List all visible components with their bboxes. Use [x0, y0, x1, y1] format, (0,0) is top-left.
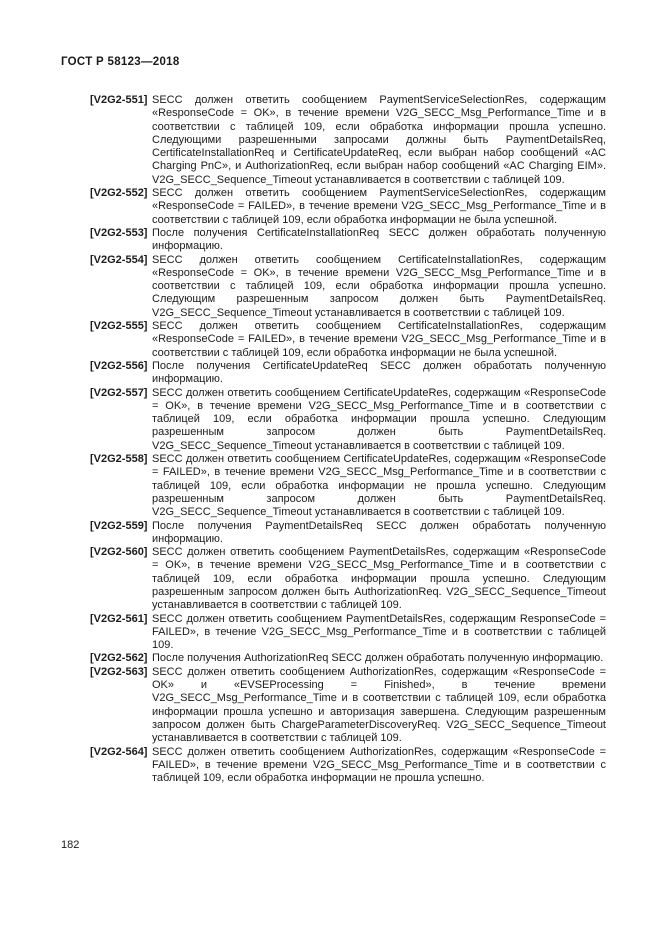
requirement-id: [V2G2-561]: [90, 612, 148, 625]
requirement-item: [90, 254, 606, 320]
requirement-item: [90, 453, 606, 519]
requirement-text: SECC должен ответить сообщением CertificateUpdateRes, содержащим «ResponseCode = FAILED», в течение времени V2G_SECC_Msg_Performance_Time и в соответствии с таблицей 109, если обработка информации не прошла успешно. Следующим разрешенным запросом должен быть PaymentDetailsReq. V2G_SECC_Sequence_Timeout устанавливается в соответствии с таблицей 109.: [152, 453, 606, 519]
requirement-text: SECC должен ответить сообщением PaymentDetailsRes, содержащим «ResponseCode = OK», в течение времени V2G_SECC_Msg_Performance_Time и в соответствии с таблицей 109, если обработка информации прошла успешно. Следующим разрешенным запросом должен быть AuthorizationReq. V2G_SECC_Sequence_Timeout устанавливается в соответствии с таблицей 109.: [152, 546, 606, 612]
requirement-item: [90, 652, 606, 665]
requirement-item: [90, 360, 606, 387]
requirement-text: SECC должен ответить сообщением PaymentServiceSelectionRes, содержащим «ResponseCode = FAILED», в течение времени V2G_SECC_Msg_Performance_Time и в соответствии с таблицей 109, если обработка информации не была успешной.: [152, 187, 606, 226]
requirement-text: После получения PaymentDetailsReq SECC должен обработать полученную информацию.: [152, 519, 606, 545]
requirement-item: [90, 546, 606, 612]
requirement-id: [V2G2-563]: [90, 665, 148, 678]
requirement-id: [V2G2-552]: [90, 187, 148, 200]
requirement-item: [90, 320, 606, 360]
requirement-text: SECC должен ответить сообщением CertificateInstallationRes, содержащим «ResponseCode = OK», в течение времени V2G_SECC_Msg_Performance_Time и в соответствии с таблицей 109, если обработка информации прошла успешно. Следующим разрешенным запросом должен быть PaymentDetailsReq. V2G_SECC_Sequence_Timeout устанавливается в соответствии с таблицей 109.: [152, 253, 606, 319]
page-number: 182: [61, 839, 80, 851]
requirement-item: [90, 187, 606, 227]
requirement-item: [90, 387, 606, 453]
requirement-item: [90, 666, 606, 746]
requirement-text: После получения AuthorizationReq SECC должен обработать полученную информацию.: [152, 652, 604, 665]
requirement-id: [V2G2-564]: [90, 745, 148, 758]
requirement-id: [V2G2-554]: [90, 253, 148, 266]
requirement-item: [90, 613, 606, 653]
document-header: ГОСТ Р 58123—2018: [61, 56, 180, 68]
requirement-item: [90, 227, 606, 254]
requirement-id: [V2G2-558]: [90, 453, 148, 466]
requirement-id: [V2G2-559]: [90, 519, 148, 532]
requirement-text: После получения CertificateUpdateReq SECC должен обработать полученную информацию.: [152, 359, 606, 386]
requirements-list: [90, 94, 606, 785]
requirement-text: SECC должен ответить сообщением AuthorizationRes, содержащим «ResponseCode = OK» и «EVSEProcessing = Finished», в течение времени V2G_SECC_Msg_Performance_Time и в соответствии с таблицей 109, если обработка информации прошла успешно и авторизация завершена. Следующим разрешенным запросом должен быть ChargeParameterDiscoveryReq. V2G_SECC_Sequence_Timeout устанавливается в соответствии с таблицей 109.: [152, 665, 606, 745]
requirement-item: [90, 520, 606, 547]
requirement-id: [V2G2-557]: [90, 386, 148, 399]
requirement-text: SECC должен ответить сообщением CertificateInstallationRes, содержащим «ResponseCode = FAILED», в течение времени V2G_SECC_Msg_Performance_Time и в соответствии с таблицей 109, если обработка информации не была успешной.: [152, 320, 606, 359]
requirement-item: [90, 94, 606, 187]
requirement-text: SECC должен ответить сообщением AuthorizationRes, содержащим «ResponseCode = FAILED», в течение времени V2G_SECC_Msg_Performance_Time и в соответствии с таблицей 109, если обработка информации не прошла успешно.: [152, 745, 606, 785]
requirement-text: После получения CertificateInstallationReq SECC должен обработать полученную информацию.: [152, 226, 606, 253]
requirement-id: [V2G2-555]: [90, 320, 148, 333]
requirement-id: [V2G2-556]: [90, 359, 148, 372]
requirement-item: [90, 746, 606, 786]
requirement-id: [V2G2-551]: [90, 94, 148, 106]
requirement-id: [V2G2-560]: [90, 546, 148, 559]
requirement-id: [V2G2-553]: [90, 226, 148, 239]
requirement-text: SECC должен ответить сообщением CertificateUpdateRes, содержащим «ResponseCode = OK», в течение времени V2G_SECC_Msg_Performance_Time и в соответствии с таблицей 109, если обработка информации прошла успешно. Следующим разрешенным запросом должен быть PaymentDetailsReq. V2G_SECC_Sequence_Timeout устанавливается в соответствии с таблицей 109.: [152, 386, 606, 452]
requirement-text: SECC должен ответить сообщением PaymentDetailsRes, содержащим ResponseCode = FAILED», в течение V2G_SECC_Msg_Performance_Time и в соответствии с таблицей 109.: [152, 612, 606, 652]
requirement-id: [V2G2-562]: [90, 652, 148, 665]
requirement-text: SECC должен ответить сообщением PaymentServiceSelectionRes, содержащим «ResponseCode = OK», в течение времени V2G_SECC_Msg_Performance_Time и в соответствии с таблицей 109, если обработка информации прошла успешно. Следующими разрешенными запросами должны быть PaymentDetailsReq, CertificateInstallationReq и CertificateUpdateReq, если выбран набор сообщений «AC Charging PnC», и AuthorizationReq, если выбран набор сообщений «AC Charging EIM». V2G_SECC_Sequence_Timeout устанавливается в соответствии с таблицей 109.: [152, 94, 606, 186]
